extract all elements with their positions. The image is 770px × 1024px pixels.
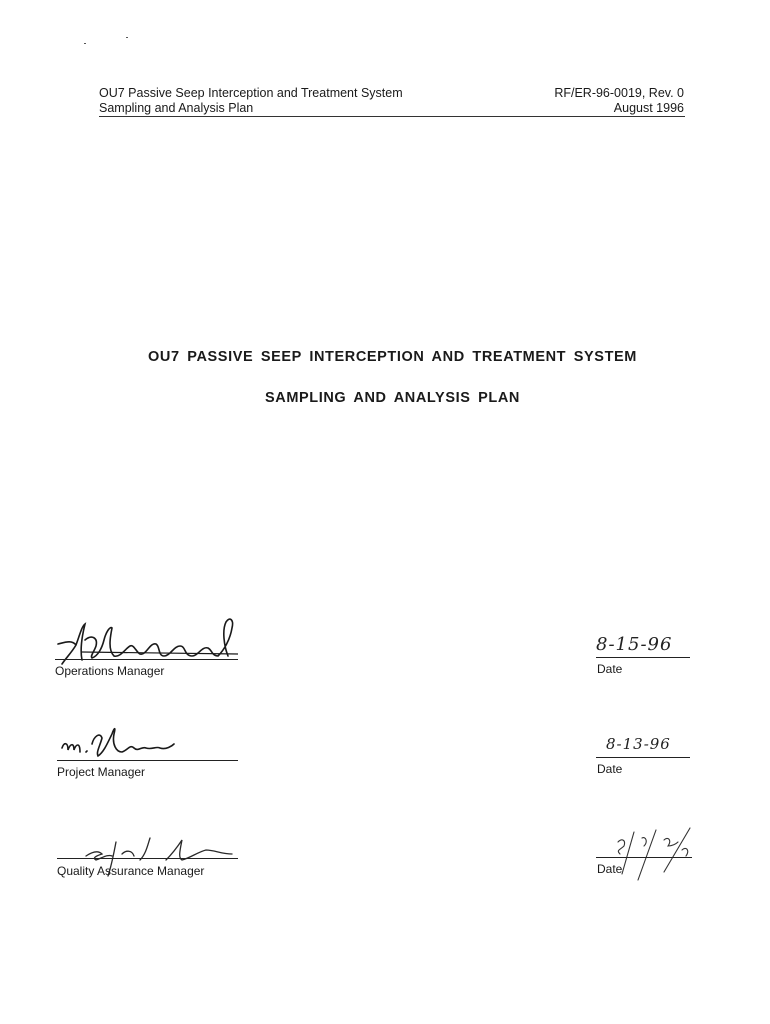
document-subtitle-header: Sampling and Analysis Plan — [99, 101, 254, 115]
role-label-project: Project Manager — [57, 765, 146, 779]
document-title-header: OU7 Passive Seep Interception and Treatment System — [99, 86, 403, 100]
scan-speck — [126, 37, 128, 38]
handwritten-date-1: 8-15-96 — [596, 634, 673, 655]
signature-line — [57, 760, 238, 761]
date-line — [596, 857, 692, 858]
scan-speck — [84, 43, 86, 44]
date-label: Date — [597, 662, 623, 676]
document-date: August 1996 — [613, 101, 684, 115]
handwritten-date-2: 8-13-96 — [606, 735, 671, 753]
main-subtitle: SAMPLING AND ANALYSIS PLAN — [264, 390, 520, 406]
header-left — [99, 86, 403, 116]
date-line — [596, 657, 690, 658]
role-label-qa: Quality Assurance Manager — [57, 864, 205, 878]
document-number: RF/ER-96-0019, Rev. 0 — [554, 86, 684, 100]
signature-line — [55, 659, 238, 660]
signature-line — [57, 858, 238, 859]
main-title: OU7 PASSIVE SEEP INTERCEPTION AND TREATMENT SYSTEM — [148, 349, 637, 365]
date-label: Date — [597, 762, 623, 776]
date-label: Date — [597, 862, 623, 876]
header-right — [554, 86, 684, 116]
header-rule — [99, 116, 685, 117]
date-line — [596, 757, 690, 758]
role-label-operations: Operations Manager — [55, 664, 165, 678]
